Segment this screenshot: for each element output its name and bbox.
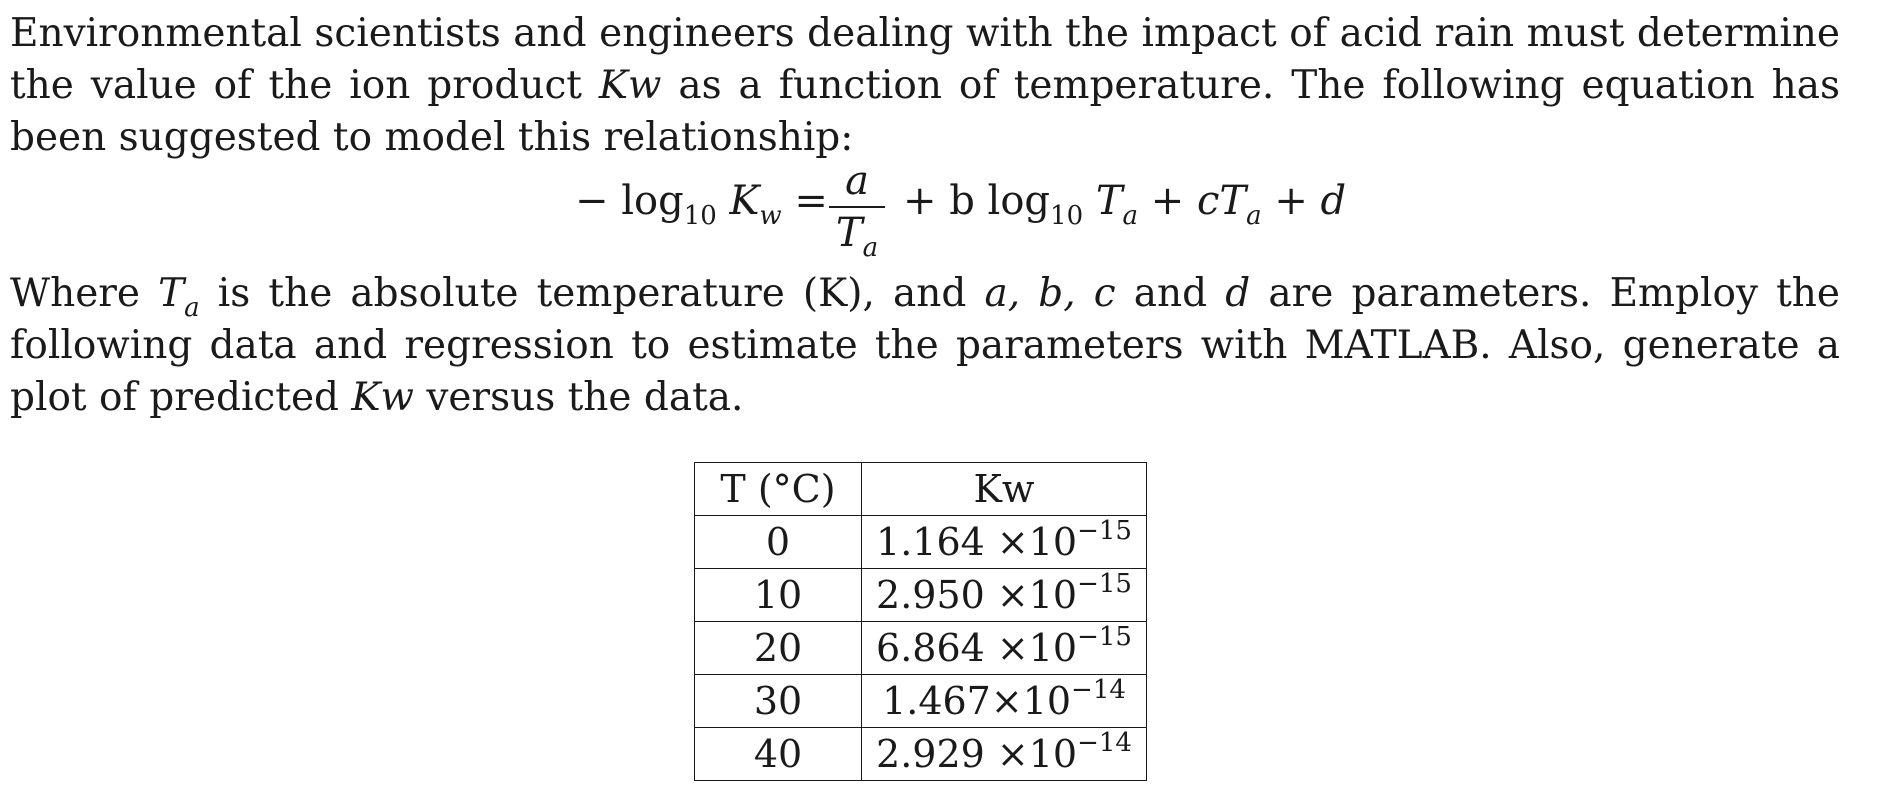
plus-c-t: + cT	[1150, 178, 1247, 224]
kw-exponent: −15	[1077, 569, 1132, 599]
k-letter: K	[729, 178, 760, 224]
log-base-2: 10	[1050, 201, 1084, 231]
den-subscript: a	[862, 233, 879, 263]
cell-temperature: 10	[695, 569, 862, 622]
kw-mantissa: 1.467×10	[882, 679, 1072, 723]
plus-d: + d	[1274, 178, 1347, 224]
log-base: 10	[683, 201, 717, 231]
w-subscript: w	[759, 201, 782, 231]
kw-mantissa: 2.929 ×10	[876, 732, 1078, 776]
plus-b-log: + b log	[903, 178, 1051, 224]
cell-kw	[862, 622, 1147, 675]
cell-temperature: 20	[695, 622, 862, 675]
fraction-denominator	[825, 210, 889, 263]
fraction-a-over-ta	[825, 158, 889, 263]
kw-symbol-2: Kw	[351, 375, 414, 420]
cell-temperature: 40	[695, 728, 862, 781]
t-subscript: a	[1122, 201, 1139, 231]
cell-kw	[862, 675, 1147, 728]
header-temperature: T (°C)	[695, 463, 862, 516]
intro-paragraph	[10, 8, 1840, 164]
instr-text-d: are parameters. Employ the following data and regression to estimate the parameters with MATLAB. Also, generate a plot of predicted	[10, 271, 1840, 420]
table-row	[695, 675, 1147, 728]
intro-text-a: Environmental scientists and engineers dealing with the impact of acid rain must determine the value of the ion product	[10, 11, 1840, 108]
kw-exponent: −14	[1071, 675, 1126, 705]
fraction-bar	[829, 206, 885, 208]
kw-data-table	[694, 462, 1147, 781]
equals-sign: =	[794, 178, 828, 224]
kw-symbol: Kw	[598, 63, 662, 108]
minus-log: − log	[575, 178, 684, 224]
kw-exponent: −15	[1077, 516, 1132, 546]
ta-subscript: a	[184, 293, 200, 323]
params-abc: a, b, c	[984, 271, 1116, 316]
cell-kw	[862, 516, 1147, 569]
instruction-paragraph	[10, 268, 1840, 424]
table-row	[695, 516, 1147, 569]
table-row	[695, 569, 1147, 622]
instr-text-b: is the absolute temperature (K), and	[199, 271, 985, 316]
kw-mantissa: 1.164 ×10	[876, 520, 1078, 564]
intro-text-b: as a function of temperature. The following equation has been suggested to model this relationship:	[10, 63, 1841, 160]
cell-kw	[862, 569, 1147, 622]
table-row	[695, 622, 1147, 675]
table-row	[695, 728, 1147, 781]
kw-mantissa: 6.864 ×10	[876, 626, 1078, 670]
cell-temperature: 30	[695, 675, 862, 728]
c-t-subscript: a	[1246, 201, 1262, 231]
cell-temperature: 0	[695, 516, 862, 569]
equation-lhs	[575, 178, 828, 231]
param-d: d	[1225, 271, 1251, 316]
kw-mantissa: 2.950 ×10	[876, 573, 1078, 617]
den-letter: T	[835, 210, 863, 256]
equation-rhs	[903, 178, 1347, 231]
ta-letter: T	[158, 271, 185, 316]
cell-kw	[862, 728, 1147, 781]
kw-exponent: −15	[1077, 622, 1132, 652]
fraction-numerator: a	[845, 158, 869, 204]
header-kw: Kw	[862, 463, 1147, 516]
instr-text-c: and	[1115, 271, 1226, 316]
table-header-row	[695, 463, 1147, 516]
instr-text-a: Where	[10, 271, 159, 316]
t-letter: T	[1095, 178, 1123, 224]
instr-text-e: versus the data.	[413, 375, 744, 420]
kw-exponent: −14	[1077, 728, 1132, 758]
